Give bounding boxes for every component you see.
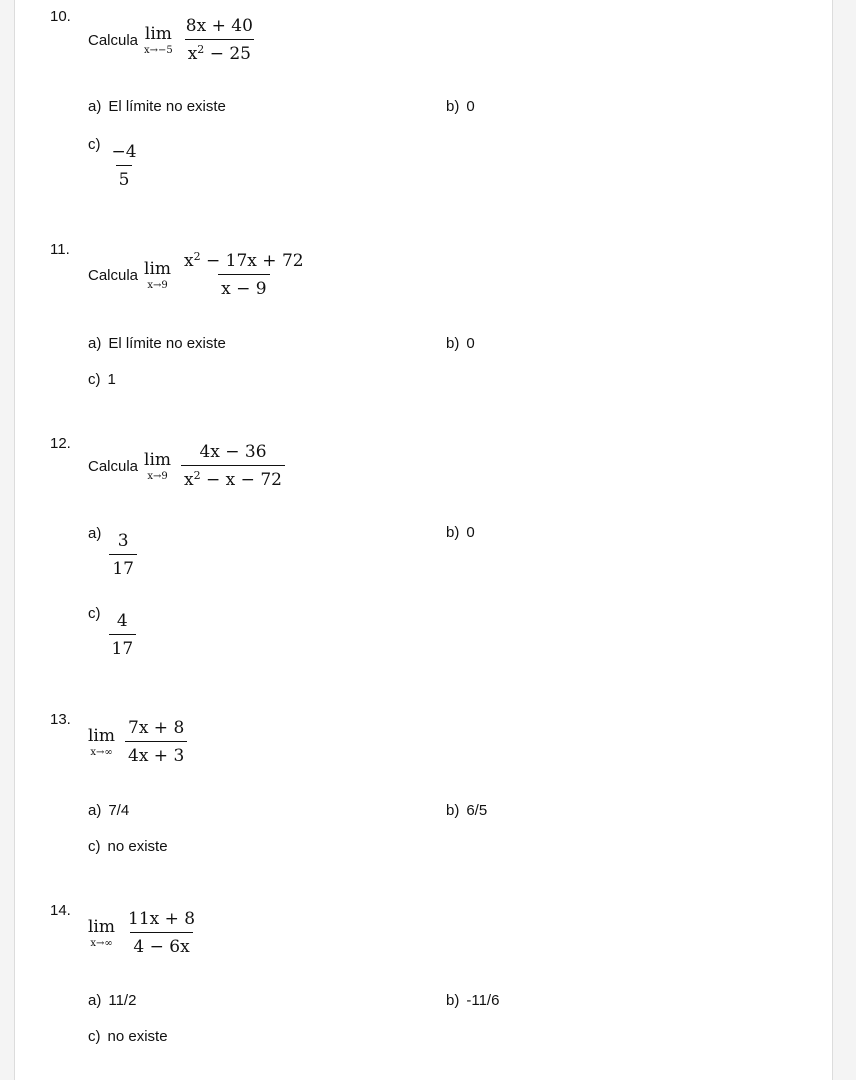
page-left-edge xyxy=(0,0,15,1080)
lim-word: lim xyxy=(144,23,172,44)
option-fraction: $\frac{-4}{5}$ xyxy=(111,142,137,190)
fraction-denominator: $x^2 - x - 72$ xyxy=(181,465,285,490)
option-b[interactable]: b) 6/5 xyxy=(446,802,488,819)
question-prompt xyxy=(88,16,256,64)
lim-word: lim xyxy=(88,916,115,937)
limit-operator xyxy=(88,726,115,759)
option-fraction: $\frac{4}{17}$ xyxy=(109,611,137,659)
option-a[interactable]: a) El límite no existe xyxy=(88,335,226,352)
limit-operator xyxy=(88,917,115,950)
question-number: 13. xyxy=(50,711,71,728)
fraction-numerator: 7x + 8 xyxy=(128,718,185,738)
lim-subscript: x→9 xyxy=(147,279,168,291)
fraction-numerator: 4x − 36 xyxy=(199,442,267,462)
limit-fraction xyxy=(181,251,307,299)
fraction-numerator: 11x + 8 xyxy=(128,909,196,929)
fraction-numerator: 8x + 40 xyxy=(185,16,253,36)
lim-word: lim xyxy=(144,449,172,470)
option-a[interactable]: a) $\frac{3}{17}$ xyxy=(88,523,137,579)
question-number: 10. xyxy=(50,8,71,25)
option-a[interactable]: a) El límite no existe xyxy=(88,98,226,115)
limit-operator xyxy=(144,24,173,57)
lim-subscript: x→∞ xyxy=(90,937,113,949)
question-number: 14. xyxy=(50,902,71,919)
prompt-word: Calcula xyxy=(88,457,139,475)
lim-word: lim xyxy=(144,258,172,279)
fraction-denominator: 4 − 6x xyxy=(130,932,192,957)
limit-operator xyxy=(144,259,171,292)
limit-fraction xyxy=(181,442,285,490)
option-c[interactable]: c) $\frac{4}{17}$ xyxy=(88,603,136,659)
limit-fraction xyxy=(125,909,198,957)
lim-subscript: x→−5 xyxy=(144,44,173,56)
option-a[interactable]: a) 7/4 xyxy=(88,802,130,819)
lim-word: lim xyxy=(88,725,115,746)
fraction-denominator: x − 9 xyxy=(218,274,269,299)
question-prompt xyxy=(88,251,307,299)
question-number: 11. xyxy=(50,241,70,258)
lim-subscript: x→∞ xyxy=(90,746,113,758)
question-number: 12. xyxy=(50,435,71,452)
option-b[interactable]: b) 0 xyxy=(446,335,475,352)
option-b[interactable]: b) 0 xyxy=(446,524,475,541)
limit-operator xyxy=(144,450,171,483)
prompt-word: Calcula xyxy=(88,31,139,49)
option-a[interactable]: a) 11/2 xyxy=(88,992,137,1009)
fraction-numerator: $x^2 - 17x + 72$ xyxy=(184,250,304,271)
limit-fraction xyxy=(125,718,187,766)
prompt-word: Calcula xyxy=(88,266,139,284)
option-c[interactable]: c) $\frac{-4}{5}$ xyxy=(88,134,140,190)
option-b[interactable]: b) -11/6 xyxy=(446,992,500,1009)
option-c[interactable]: c) no existe xyxy=(88,838,168,855)
option-b[interactable]: b) 0 xyxy=(446,98,475,115)
page-right-edge xyxy=(832,0,856,1080)
option-c[interactable]: c) 1 xyxy=(88,371,116,388)
fraction-denominator: $x^2 - 25$ xyxy=(185,39,254,64)
question-prompt xyxy=(88,442,285,490)
lim-subscript: x→9 xyxy=(147,470,168,482)
option-c[interactable]: c) no existe xyxy=(88,1028,168,1045)
option-fraction: $\frac{3}{17}$ xyxy=(109,531,137,579)
question-prompt xyxy=(88,718,187,766)
limit-fraction xyxy=(183,16,256,64)
question-prompt xyxy=(88,909,198,957)
fraction-denominator: 4x + 3 xyxy=(125,741,187,766)
